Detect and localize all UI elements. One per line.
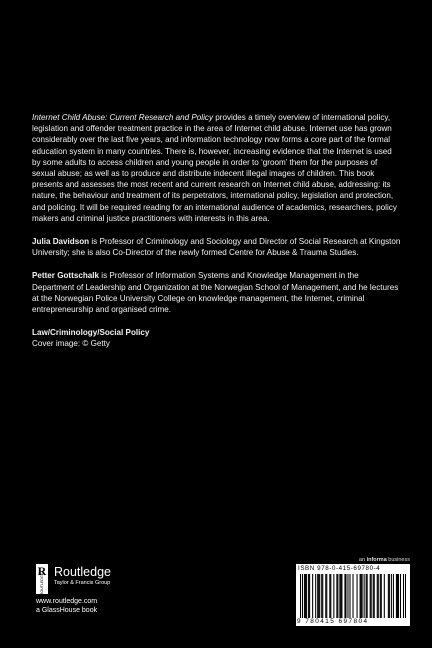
- publisher-group: Taylor & Francis Group: [54, 580, 111, 586]
- author-bio-2: [32, 270, 402, 315]
- author-bio-1: [32, 236, 402, 258]
- author-name-1: Julia Davidson: [32, 237, 90, 247]
- isbn-label: ISBN 978-0-415-69780-4: [298, 565, 381, 572]
- subject-category: Law/Criminology/Social Policy: [32, 328, 150, 338]
- author-bio-text-2: is Professor of Information Systems and Knowledge Management in the Department of Leadership and Organization at the Norwegian School of Management, and he lectures at the Norwegian Police University College on knowledge management, the Internet, criminal entrepreneurship and organised crime.: [32, 271, 399, 315]
- informa-prefix: an: [358, 557, 367, 563]
- logo-letter: R: [37, 564, 47, 578]
- back-cover-text: [32, 112, 402, 350]
- cover-credit: Cover image: © Getty: [32, 339, 110, 349]
- informa-business-line: [300, 557, 410, 563]
- informa-brand: informa: [366, 557, 387, 563]
- publisher-url: www.routledge.com: [36, 598, 98, 605]
- barcode-digits: 9 780415 697804: [297, 618, 369, 625]
- isbn-barcode: [296, 564, 410, 626]
- author-name-2: Petter Gottschalk: [32, 271, 100, 281]
- description-body: provides a timely overview of international policy, legislation and offender treatment practice in the area of Internet child abuse. Internet use has grown considerably over the last five years, and information technology now forms a core part of the formal education system in many countries. There is, however, increasing evidence that the Internet is used by some adults to access children and young people in order to ‘groom’ them for the purposes of sexual abuse; as well as to produce and distribute indecent illegal images of children. This book presents and assesses the most recent and current research on Internet child abuse, addressing: its nature, the behaviour and treatment of its perpetrators, international policy, legislation and protection, and policing. It will be required reading for an international audience of academics, researchers, policy makers and criminal justice practitioners with interests in this area.: [32, 113, 397, 223]
- barcode-bars: [300, 574, 406, 618]
- routledge-logo: [36, 564, 48, 594]
- publisher-imprint: a GlassHouse book: [36, 607, 98, 614]
- publisher-block: [36, 564, 176, 616]
- book-title: Internet Child Abuse: Current Research and Policy: [32, 113, 214, 122]
- publisher-name: Routledge: [54, 565, 111, 579]
- logo-vertical-text: ROUTLEDGE: [40, 572, 44, 596]
- description-paragraph: [32, 112, 402, 224]
- informa-suffix: business: [386, 557, 410, 563]
- author-bio-text-1: is Professor of Criminology and Sociology and Director of Social Research at Kingston University; she is also Co-Director of the newly formed Centre for Abuse & Trauma Studies.: [32, 237, 401, 258]
